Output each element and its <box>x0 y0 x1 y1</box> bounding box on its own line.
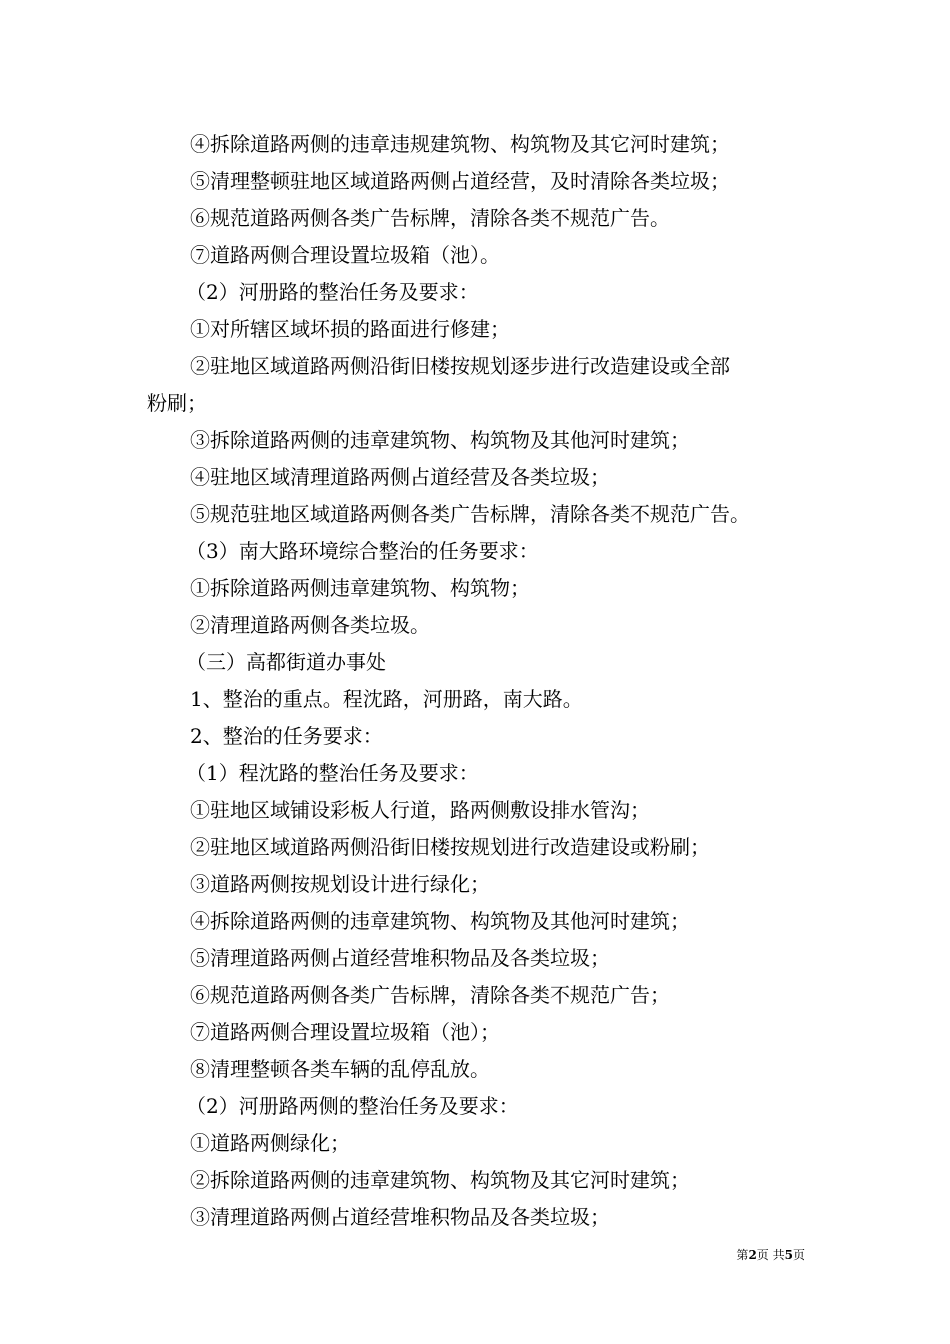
text-line: 1、整治的重点。程沈路，河册路，南大路。 <box>190 687 583 711</box>
section-heading: （3）南大路环境综合整治的任务要求： <box>186 539 539 563</box>
section-heading: （1）程沈路的整治任务及要求： <box>186 761 479 785</box>
text-line: ③清理道路两侧占道经营堆积物品及各类垃圾； <box>190 1205 610 1229</box>
current-page-number: 2 <box>748 1248 757 1262</box>
text-line: ⑤清理整顿驻地区域道路两侧占道经营，及时清除各类垃圾； <box>190 169 730 193</box>
text-line: ②驻地区域道路两侧沿街旧楼按规划逐步进行改造建设或全部 <box>190 354 730 378</box>
page-footer <box>0 1247 805 1263</box>
text-line-continuation: 粉刷； <box>147 391 207 415</box>
text-line: ②驻地区域道路两侧沿街旧楼按规划进行改造建设或粉刷； <box>190 835 710 859</box>
text-line: ①对所辖区域坏损的路面进行修建； <box>190 317 510 341</box>
section-heading: （2）河册路两侧的整治任务及要求： <box>186 1094 519 1118</box>
text-line: ⑥规范道路两侧各类广告标牌，清除各类不规范广告。 <box>190 206 670 230</box>
text-line: ⑤清理道路两侧占道经营堆积物品及各类垃圾； <box>190 946 610 970</box>
text-line: ⑦道路两侧合理设置垃圾箱（池）； <box>190 1020 500 1044</box>
text-line: ⑥规范道路两侧各类广告标牌，清除各类不规范广告； <box>190 983 670 1007</box>
text-line: ②清理道路两侧各类垃圾。 <box>190 613 430 637</box>
text-line: ⑤规范驻地区域道路两侧各类广告标牌，清除各类不规范广告。 <box>190 502 750 526</box>
footer-middle: 页 共 <box>756 1248 785 1262</box>
text-line: ④驻地区域清理道路两侧占道经营及各类垃圾； <box>190 465 610 489</box>
total-page-number: 5 <box>784 1248 793 1262</box>
text-line: ⑧清理整顿各类车辆的乱停乱放。 <box>190 1057 490 1081</box>
text-line: ③拆除道路两侧的违章建筑物、构筑物及其他河时建筑； <box>190 428 690 452</box>
text-line: ③道路两侧按规划设计进行绿化； <box>190 872 490 896</box>
footer-prefix: 第 <box>736 1248 749 1262</box>
text-line: 2、整治的任务要求： <box>190 724 383 748</box>
text-line: ⑦道路两侧合理设置垃圾箱（池）。 <box>190 243 500 267</box>
section-heading: （2）河册路的整治任务及要求： <box>186 280 479 304</box>
footer-suffix: 页 <box>792 1248 805 1262</box>
section-heading: （三）高都街道办事处 <box>186 650 386 674</box>
text-line: ④拆除道路两侧的违章违规建筑物、构筑物及其它河时建筑； <box>190 132 730 156</box>
text-line: ①道路两侧绿化； <box>190 1131 350 1155</box>
text-line: ②拆除道路两侧的违章建筑物、构筑物及其它河时建筑； <box>190 1168 690 1192</box>
text-line: ④拆除道路两侧的违章建筑物、构筑物及其他河时建筑； <box>190 909 690 933</box>
text-line: ①拆除道路两侧违章建筑物、构筑物； <box>190 576 530 600</box>
document-body <box>0 126 950 1236</box>
text-line: ①驻地区域铺设彩板人行道，路两侧敷设排水管沟； <box>190 798 650 822</box>
